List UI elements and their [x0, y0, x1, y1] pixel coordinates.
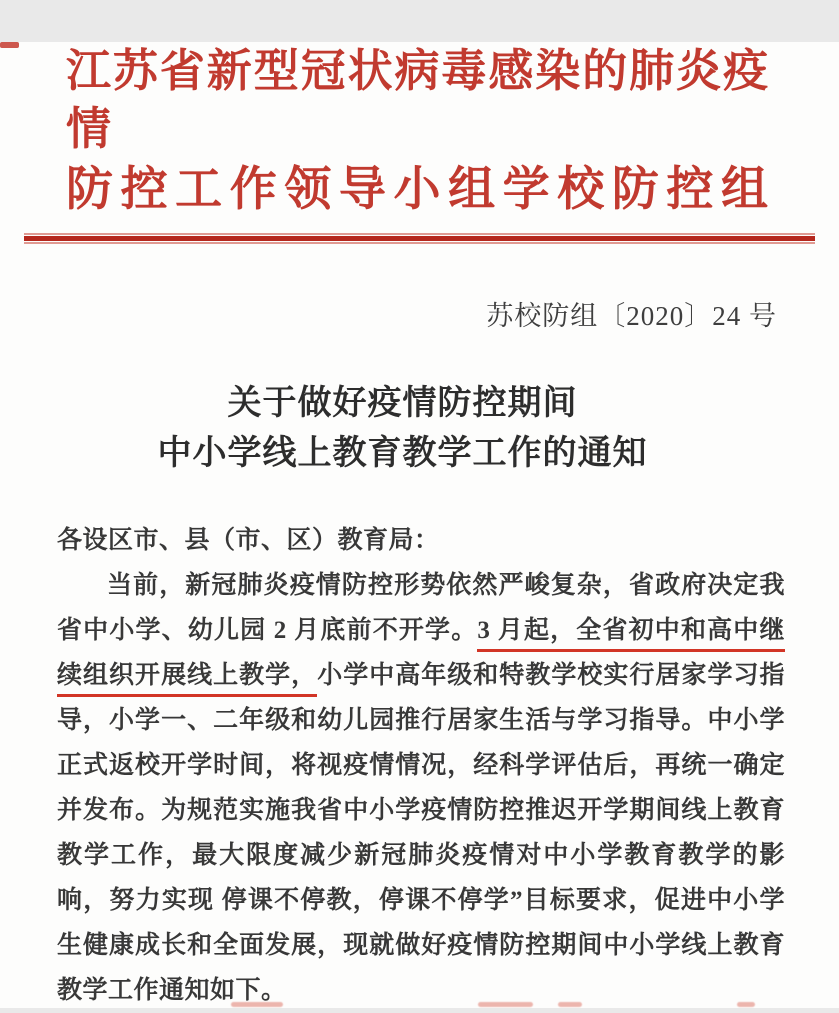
- scan-artifact-top-left: [0, 42, 19, 48]
- body-text: 导，小学一、二年级和幼儿园推行居家生活与学习指导。中小学: [57, 707, 785, 734]
- rule-thin-bottom: [24, 242, 815, 244]
- body-line: [57, 788, 785, 833]
- letterhead: [66, 42, 769, 222]
- body-line: [57, 653, 785, 698]
- body-paragraph: [57, 518, 785, 1013]
- scan-artifact: [737, 1002, 755, 1007]
- body-text: 省中小学、幼儿园 2 月底前不开学。: [57, 617, 478, 644]
- scanned-official-document: [0, 42, 839, 1008]
- document-title-line-2: 中小学线上教育教学工作的通知: [157, 433, 648, 473]
- body-text: 教学工作通知如下。: [57, 977, 287, 1004]
- body-line: [57, 968, 785, 1013]
- scan-artifact: [231, 1002, 283, 1007]
- red-underlined-text: 3 月起，全省初中和高中继: [477, 617, 785, 652]
- document-title-line-1: 关于做好疫情防控期间: [227, 383, 578, 423]
- body-line: [57, 608, 785, 653]
- letterhead-line-1: 江苏省新型冠状病毒感染的肺炎疫情: [66, 46, 769, 154]
- body-line: [57, 923, 785, 968]
- body-line: [57, 698, 785, 743]
- body-text: 教学工作，最大限度减少新冠肺炎疫情对中小学教育教学的影: [57, 842, 785, 869]
- body-text: 生健康成长和全面发展，现就做好疫情防控期间中小学线上教育: [57, 932, 785, 959]
- body-text: 正式返校开学时间，将视疫情情况，经科学评估后，再统一确定: [57, 752, 785, 779]
- body-line: [57, 518, 785, 563]
- document-number: 苏校防组〔2020〕24 号: [486, 301, 777, 331]
- letterhead-line-2: 防控工作领导小组学校防控组: [66, 164, 769, 216]
- scan-artifact: [558, 1002, 582, 1007]
- scan-artifact: [478, 1002, 533, 1007]
- body-text: 小学中高年级和特教学校实行居家学习指: [317, 662, 785, 689]
- body-line: [57, 743, 785, 788]
- body-text: 并发布。为规范实施我省中小学疫情防控推迟开学期间线上教育: [57, 797, 785, 824]
- body-text: 响，努力实现 停课不停教，停课不停学”目标要求，促进中小学: [57, 887, 785, 914]
- letterhead-double-rule: [24, 233, 815, 244]
- document-title: [0, 378, 822, 478]
- body-line: [57, 878, 785, 923]
- red-underlined-text: 续组织开展线上教学，: [57, 662, 317, 697]
- body-line: [57, 563, 785, 608]
- body-text: 当前，新冠肺炎疫情防控形势依然严峻复杂，省政府决定我: [107, 572, 785, 599]
- body-text: 各设区市、县（市、区）教育局：: [57, 527, 440, 554]
- body-line: [57, 833, 785, 878]
